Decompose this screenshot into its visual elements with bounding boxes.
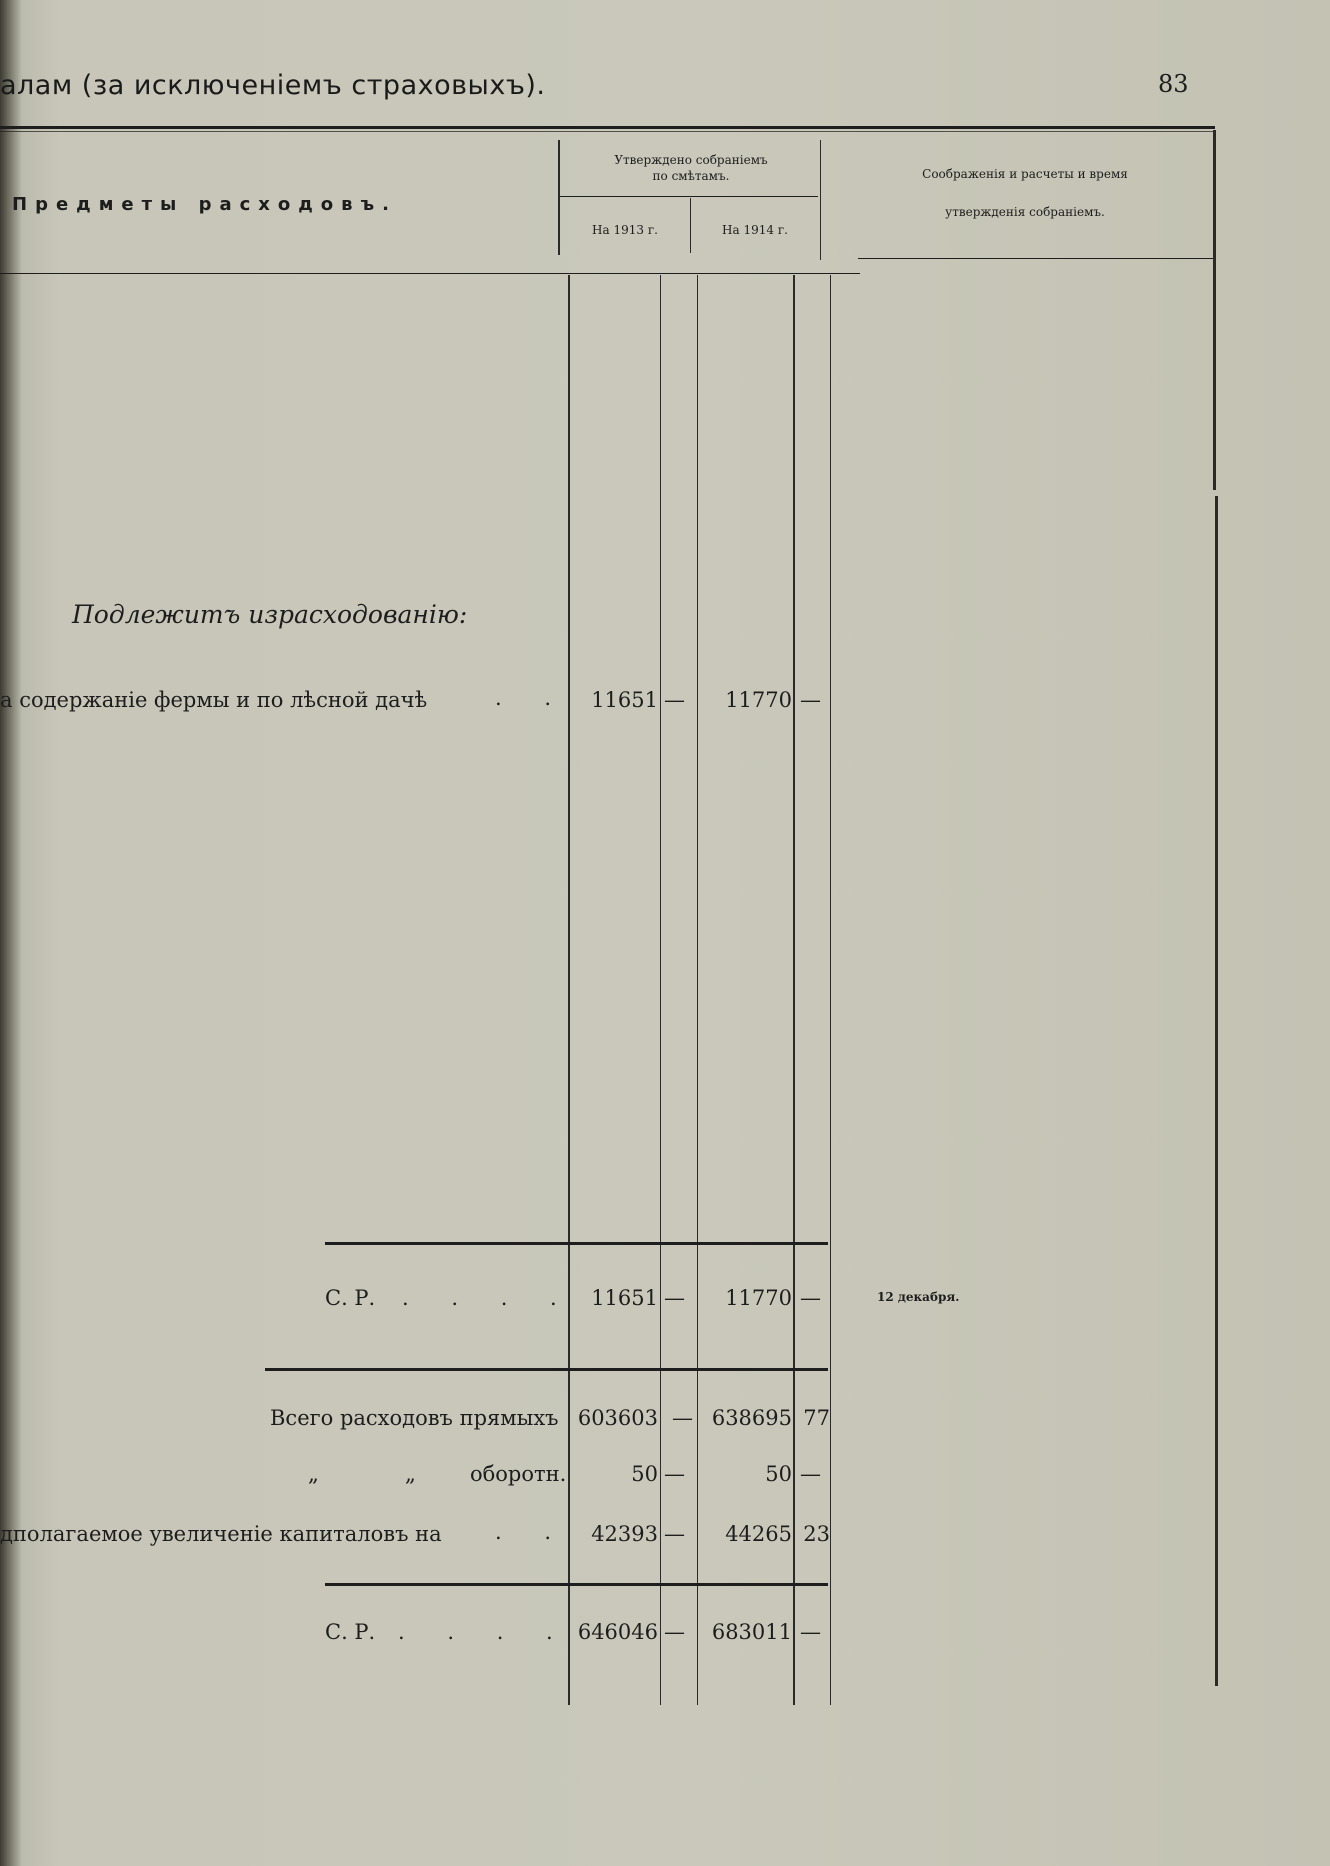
col-rule-c <box>697 275 698 1705</box>
subtotal1-1914-dash: — <box>800 1286 821 1310</box>
total-dots: . . . . <box>398 1620 571 1644</box>
subtotal1-dots: . . . . <box>402 1286 575 1310</box>
section-heading: Подлежитъ израсходованiю: <box>72 600 468 629</box>
col-rule-1914-left-head <box>690 198 691 253</box>
row-capital-dots: . . <box>495 1520 570 1544</box>
col-rule-notes-left-head <box>820 140 821 260</box>
page-right-rule-lower <box>1215 496 1218 1686</box>
total-1913: 646046 <box>577 1620 658 1644</box>
row-farm-1914-dash: — <box>800 688 821 712</box>
row-circulating-ditto-1: „ <box>308 1462 319 1486</box>
subtotal1-label: С. Р. <box>325 1286 376 1310</box>
header-rule-top <box>0 126 1215 129</box>
row-direct-1914: 638695 <box>711 1406 792 1430</box>
subtotal1-1913-dash: — <box>664 1286 685 1310</box>
column-header-approved <box>560 152 822 184</box>
col-rule-e <box>830 275 831 1705</box>
column-header-approved-line2: по смѣтамъ. <box>652 169 730 183</box>
row-circulating-1913: 50 <box>631 1462 658 1486</box>
row-direct-label: Всего расходовъ прямыхъ <box>270 1406 559 1430</box>
column-header-items: Предметы расходовъ. <box>12 194 397 215</box>
row-capital-1913-dash: — <box>664 1522 685 1546</box>
row-farm-1913: 11651 <box>591 688 658 712</box>
row-capital-1913: 42393 <box>591 1522 658 1546</box>
row-direct-1913-dash: — <box>672 1406 693 1430</box>
total-1914: 683011 <box>711 1620 792 1644</box>
total-rule <box>325 1583 828 1586</box>
row-farm-1913-dash: — <box>664 688 685 712</box>
header-rule-bottom-right <box>858 258 1215 259</box>
row-direct-1913: 603603 <box>577 1406 658 1430</box>
row-circulating-1913-dash: — <box>664 1462 685 1486</box>
page-number: 83 <box>1158 70 1189 98</box>
total-1914-dash: — <box>800 1620 821 1644</box>
subtotal1-note: 12 декабря. <box>877 1290 960 1304</box>
row-capital-1914-kop: 23 <box>803 1522 830 1546</box>
col-rule-1913-left <box>558 140 560 255</box>
page-right-rule-upper <box>1213 130 1216 490</box>
column-header-1913: На 1913 г. <box>592 223 658 237</box>
col-rule-b <box>660 275 661 1705</box>
row-direct-1914-kop: 77 <box>803 1406 830 1430</box>
row-capital-label: дполагаемое увеличенiе капиталовъ на <box>0 1522 442 1546</box>
column-header-approved-line1: Утверждено собранiемъ <box>614 153 768 167</box>
subtotal1-rule <box>325 1242 828 1245</box>
row-capital-1914: 44265 <box>725 1522 792 1546</box>
header-rule-thin <box>0 131 1215 132</box>
column-header-notes-line2: утвержденiя собранiемъ. <box>945 205 1105 219</box>
total-1913-dash: — <box>664 1620 685 1644</box>
page-header-title: алам (за исключенiемъ страховыхъ). <box>0 70 546 101</box>
row-farm-dots: . . <box>495 686 570 710</box>
row-circulating-label: оборотн. <box>470 1462 567 1486</box>
row-circulating-1914: 50 <box>765 1462 792 1486</box>
total-label: С. Р. <box>325 1620 376 1644</box>
col-rule-a <box>568 275 570 1705</box>
subtotal1-1913: 11651 <box>591 1286 658 1310</box>
subtotal1-1914: 11770 <box>725 1286 792 1310</box>
column-header-notes <box>860 166 1190 220</box>
column-header-notes-line1: Соображенiя и расчеты и время <box>922 167 1128 181</box>
row-farm-1914: 11770 <box>725 688 792 712</box>
column-header-1914: На 1914 г. <box>722 223 788 237</box>
header-rule-bottom-left <box>0 273 860 274</box>
col-rule-d <box>793 275 795 1705</box>
approved-subheader-rule <box>560 196 818 197</box>
subtotal1-bottom-rule <box>265 1368 828 1371</box>
row-circulating-1914-dash: — <box>800 1462 821 1486</box>
row-farm-label: а содержанiе фермы и по лѣсной дачѣ <box>0 688 428 712</box>
row-circulating-ditto-2: „ <box>405 1462 416 1486</box>
